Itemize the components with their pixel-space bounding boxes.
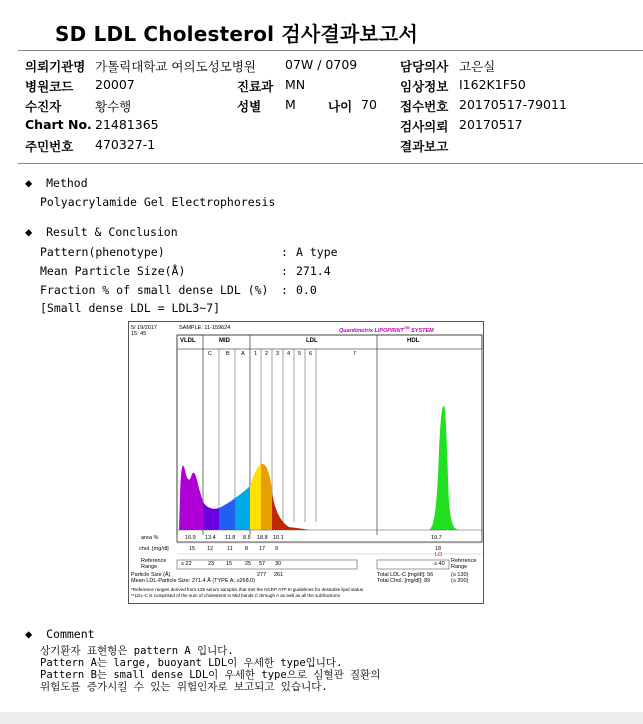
resident-no-label: 주민번호 — [25, 139, 74, 154]
diamond-bullet-icon: ◆ — [25, 627, 33, 641]
diamond-bullet-icon: ◆ — [25, 225, 33, 239]
sex-value: M — [285, 97, 296, 112]
band-label-1: 1 — [254, 351, 258, 357]
age-label: 나이 — [328, 99, 353, 114]
request-date-value: 20170517 — [459, 117, 523, 132]
region-label-mid: MID — [219, 338, 230, 344]
sd-fraction-label: Fraction % of small dense LDL (%) — [40, 283, 269, 297]
band-label-3: 3 — [276, 351, 280, 357]
chart-no-label: Chart No. — [25, 117, 92, 132]
sex-label: 성별 — [237, 99, 262, 114]
band-label-2: 2 — [265, 351, 269, 357]
result-report-label: 결과보고 — [400, 139, 449, 154]
brand-tm: TM — [403, 325, 410, 330]
department-value: MN — [285, 77, 306, 92]
band-label-5: 5 — [298, 351, 302, 357]
chart-time: 15: 45 — [131, 331, 147, 337]
ref-label-right: Reference Range — [451, 558, 477, 570]
hdl-ref-value: ≥ 40 — [434, 561, 445, 567]
age-value: 70 — [361, 97, 377, 112]
total-ldl-text: Total LDL-C [mg/dl]: 56 — [377, 572, 434, 578]
band-label-4: 4 — [287, 351, 291, 357]
particle-size-value: 277 — [257, 572, 267, 578]
ward-value: 07W / 0709 — [285, 57, 358, 72]
mid-b-peak — [219, 498, 235, 530]
band-label-6: 6 — [309, 351, 313, 357]
chol-row-label: chol. [mg/dl] — [139, 546, 169, 552]
patient-label: 수진자 — [25, 99, 62, 114]
hospital-label: 의뢰기관명 — [25, 59, 86, 74]
area-row-label: area % — [141, 535, 159, 541]
report-title: SD LDL Cholesterol 검사결과보고서 — [55, 22, 418, 46]
region-label-hdl: HDL — [407, 338, 420, 344]
chol-value: 11 — [227, 546, 233, 552]
mean-size-text: Mean LDL-Particle Size: 271.4 Å (TYPE A; ≥268.0) — [131, 578, 256, 584]
chol-value: 18 — [435, 546, 442, 552]
ref-value: 23 — [208, 561, 215, 567]
footnote-1: *Reference ranges derived from 125 serum samples that met the NCEP ATP III guidelines for desirable lipid status — [131, 587, 364, 592]
particle-size-sep: : — [281, 264, 288, 278]
pattern-sep: : — [281, 245, 288, 259]
lipoprint-chart — [128, 321, 484, 604]
hospital-code-label: 병원코드 — [25, 79, 74, 94]
chol-value: 17 — [259, 546, 266, 552]
comment-line: 상기환자 표현형은 pattern A 입니다. — [40, 645, 234, 657]
area-value: 11.8 — [225, 535, 236, 541]
area-value: 19.7 — [431, 535, 442, 541]
method-text: Polyacrylamide Gel Electrophoresis — [40, 195, 276, 209]
band-label-a: A — [241, 351, 245, 357]
total-chol-text: Total Chol. [mg/dl]: 89 — [377, 578, 431, 584]
area-value: 10.1 — [273, 535, 284, 541]
resident-no-value: 470327-1 — [95, 137, 156, 152]
band-label-b: B — [226, 351, 230, 357]
sd-fraction-sep: : — [281, 283, 288, 297]
ref-range-box — [177, 560, 357, 569]
patient-value: 황수행 — [95, 99, 132, 114]
brand-tail: SYSTEM — [409, 327, 434, 334]
hospital-value: 가톨릭대학교 여의도성모병원 — [95, 59, 256, 74]
area-value: 16.9 — [185, 535, 196, 541]
region-label-ldl: LDL — [306, 338, 318, 344]
result-heading-text: Result & Conclusion — [46, 225, 178, 239]
area-value: 18.8 — [257, 535, 268, 541]
ldl2-peak — [261, 464, 272, 530]
ref-value: ≤ 22 — [181, 561, 192, 567]
pattern-label: Pattern(phenotype) — [40, 245, 165, 259]
footnote-2: **LDL-C is comprised of the sum of cholesterol in Mid bands C through A as well as all the subfractions — [131, 593, 340, 598]
comment-line: Pattern A는 large, buoyant LDL이 우세한 type입니다. — [40, 657, 343, 669]
receipt-no-value: 20170517-79011 — [459, 97, 567, 112]
result-heading — [25, 225, 178, 239]
header-bottom-rule — [18, 163, 643, 164]
chol-value: 8 — [245, 546, 249, 552]
particle-size-value: 261 — [274, 572, 284, 578]
ref-value: 57 — [259, 561, 266, 567]
method-heading — [25, 176, 88, 190]
hdl-peak — [429, 406, 459, 530]
chol-value: 9 — [275, 546, 279, 552]
lipoprint-brand — [339, 325, 434, 334]
chart-date: 5/ 19/2017 — [131, 325, 157, 331]
comment-heading-text: Comment — [46, 627, 95, 641]
doctor-label: 담당의사 — [400, 59, 449, 74]
total-ldl-ref: (≤ 130) — [451, 572, 469, 578]
chol-value: 12 — [207, 546, 214, 552]
comment-line: Pattern B는 small dense LDL이 우세한 type으로 심혈관 질환의 — [40, 669, 381, 681]
brand-name: Quantimetrix LIPOPRINT — [339, 327, 404, 334]
mid-c-peak — [203, 502, 219, 530]
particle-size-row-label: Particle Size (Å) — [131, 572, 171, 578]
department-label: 진료과 — [237, 79, 274, 94]
particle-size-label: Mean Particle Size(Å) — [40, 264, 186, 278]
hospital-code-value: 20007 — [95, 77, 135, 92]
comment-line: 위험도를 증가시킬 수 있는 위험인자로 보고되고 있습니다. — [40, 681, 328, 693]
ref-value: 25 — [245, 561, 252, 567]
total-chol-ref: (≤ 200) — [451, 578, 469, 584]
mid-a-peak — [235, 486, 250, 530]
area-value: 8.5 — [243, 535, 251, 541]
chart-sample: SAMPLE: 11-159624 — [179, 325, 231, 331]
ldl1-peak — [250, 464, 261, 530]
clinical-info-value: I162K1F50 — [459, 77, 526, 92]
ref-row-label: Reference Range — [141, 558, 167, 570]
request-date-label: 검사의뢰 — [400, 119, 449, 134]
ref-value: 15 — [226, 561, 233, 567]
sd-fraction-value: 0.0 — [296, 283, 317, 297]
chol-value: 15 — [189, 546, 196, 552]
particle-size-value: 271.4 — [296, 264, 331, 278]
diamond-bullet-icon: ◆ — [25, 176, 33, 190]
band-label-7: 7 — [353, 351, 357, 357]
region-label-vldl: VLDL — [180, 338, 196, 344]
comment-heading — [25, 627, 95, 641]
ref-value: 30 — [275, 561, 282, 567]
method-heading-text: Method — [46, 176, 88, 190]
hdl-low-flag: LO — [435, 552, 443, 558]
pattern-value: A type — [296, 245, 338, 259]
doctor-value: 고은실 — [459, 59, 496, 74]
band-label-c: C — [208, 351, 212, 357]
footer-band — [0, 712, 643, 724]
header-top-rule — [18, 50, 643, 51]
clinical-info-label: 임상정보 — [400, 79, 449, 94]
vldl-peak — [179, 466, 203, 530]
ldl3-tail — [272, 492, 309, 530]
chart-no-value: 21481365 — [95, 117, 159, 132]
receipt-no-label: 접수번호 — [400, 99, 449, 114]
sd-definition-note: [Small dense LDL = LDL3~7] — [40, 301, 221, 315]
area-value: 13.4 — [205, 535, 216, 541]
